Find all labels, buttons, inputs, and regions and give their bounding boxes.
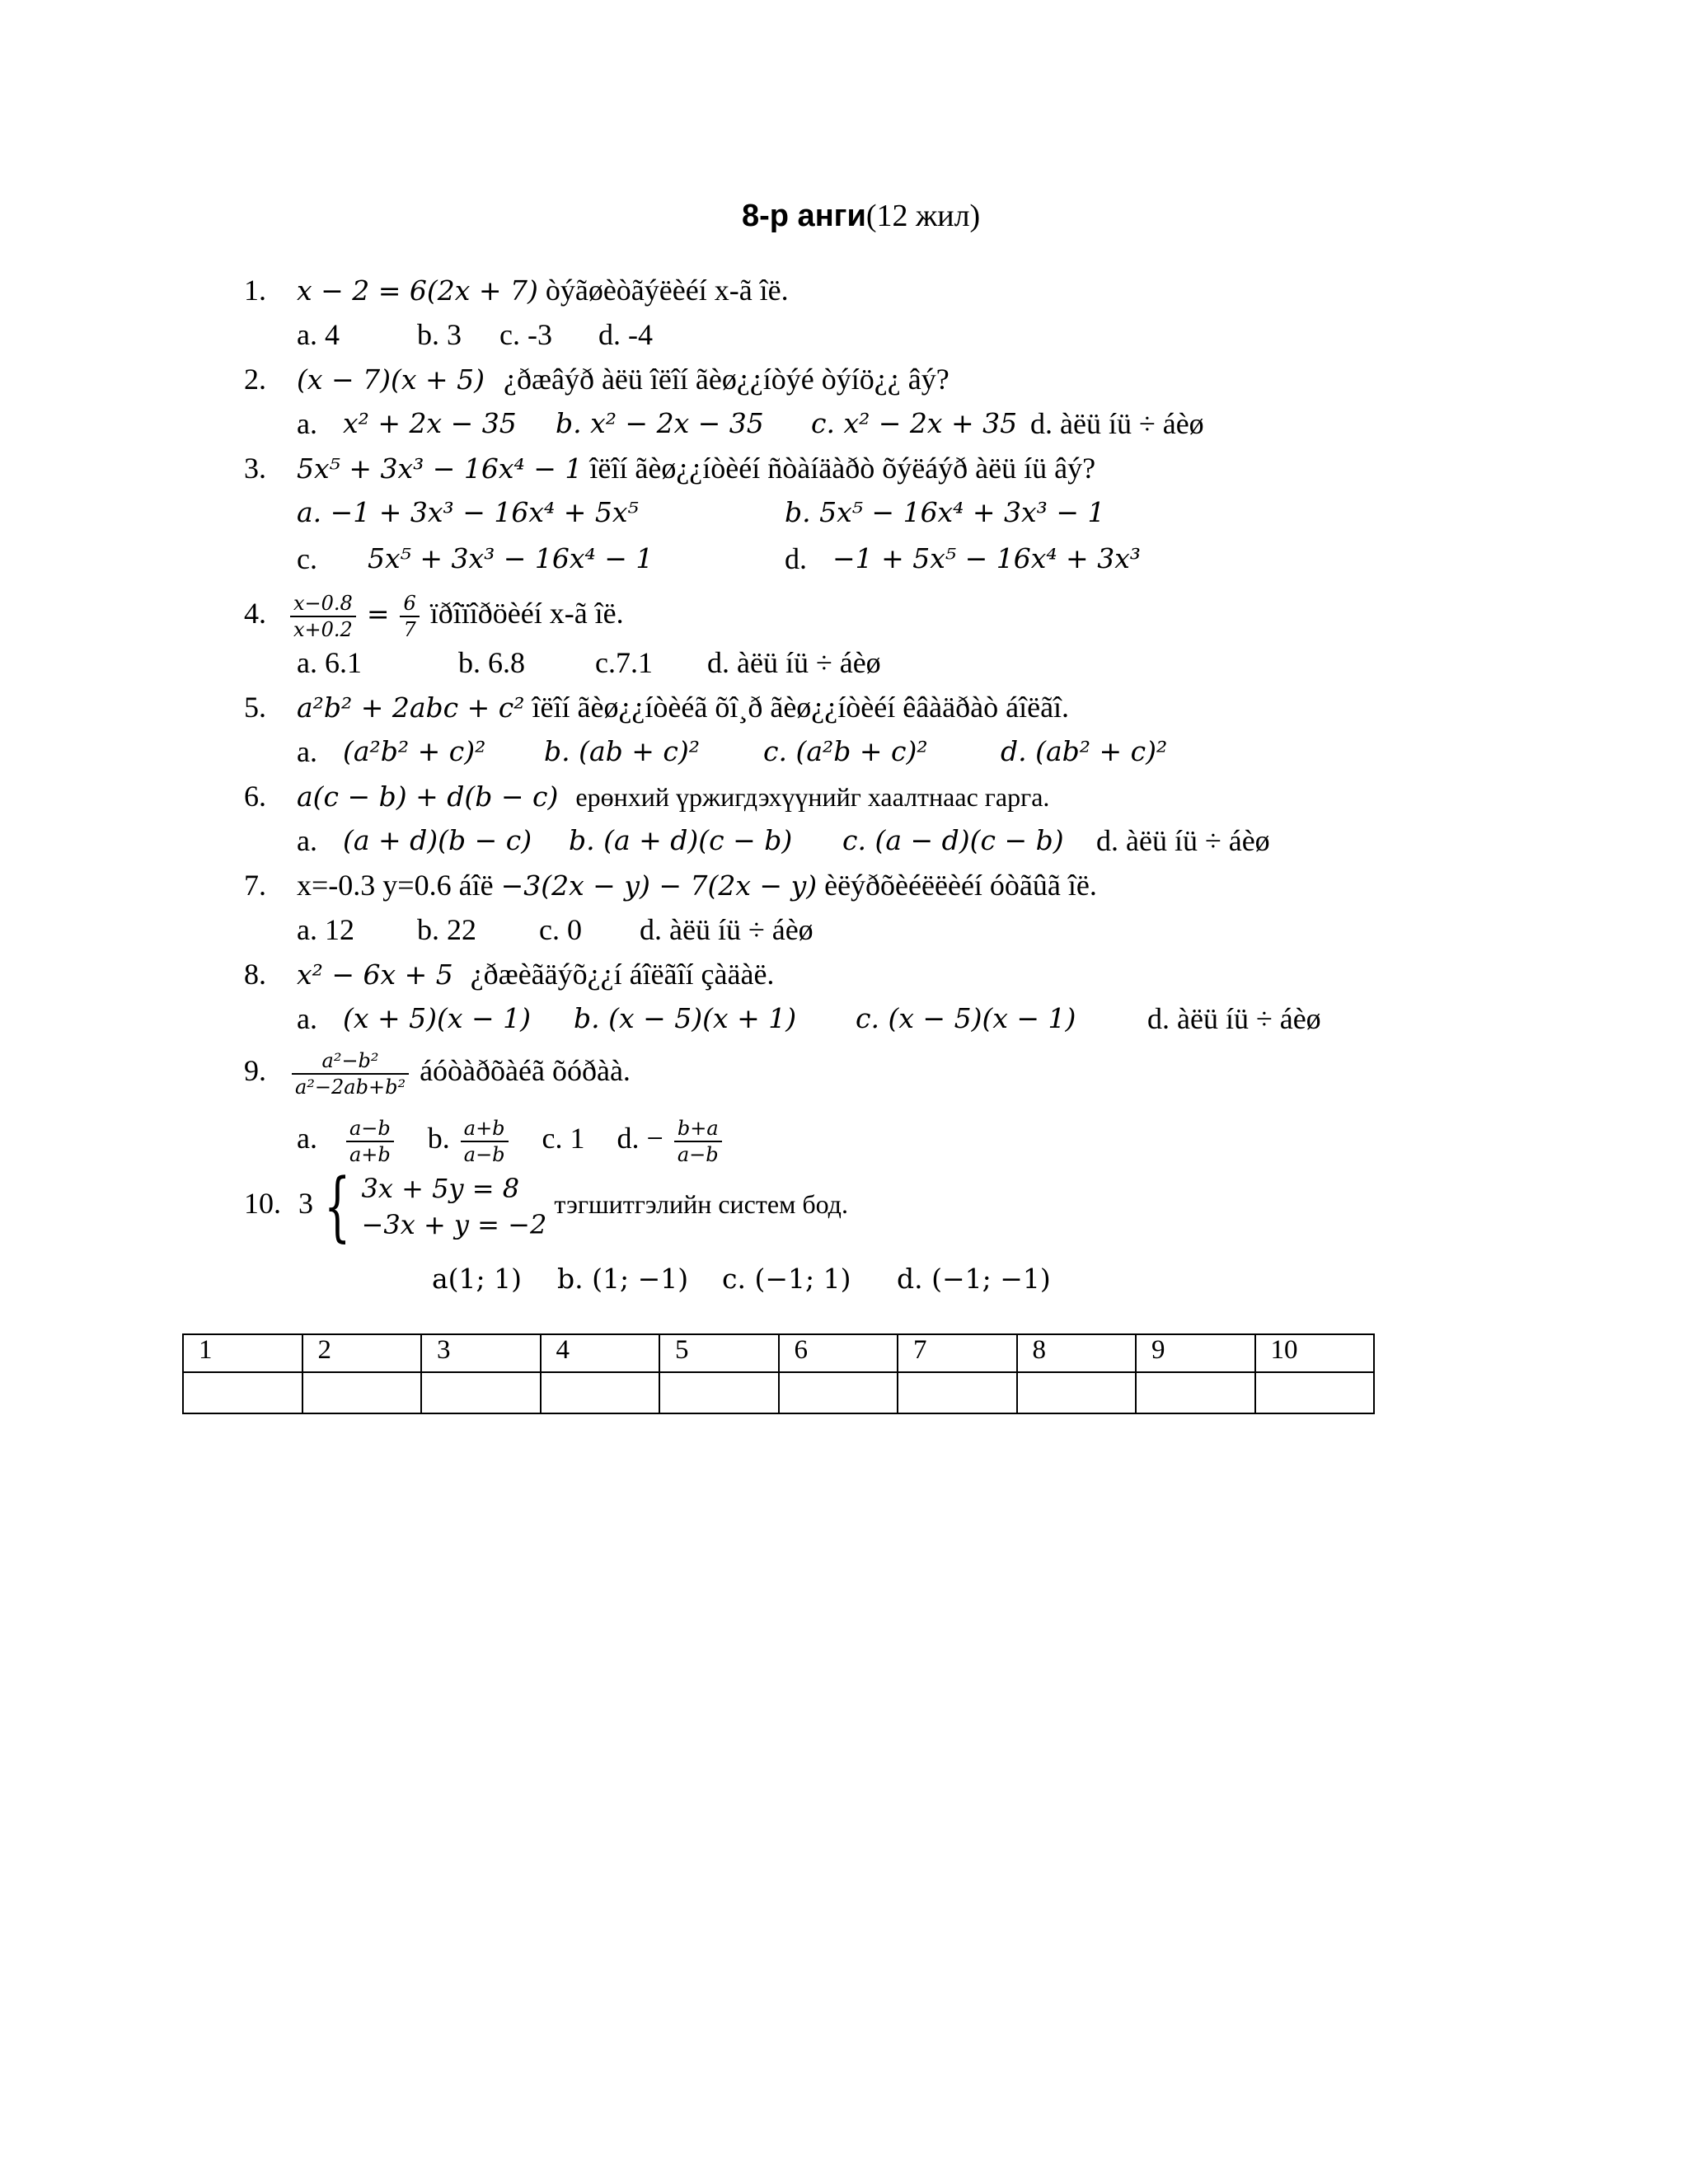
option-a-fraction: $\frac{a-b}{a+b}$: [346, 1116, 394, 1167]
question-number: 9.: [244, 1054, 266, 1087]
answer-header-cell: 8: [1017, 1334, 1137, 1372]
answer-table: [182, 1333, 1375, 1414]
answer-header-cell: 4: [541, 1334, 660, 1372]
question-text: îëîí ãèø¿¿íòèéã õî¸ð ãèø¿¿íòèéí êâàäðàò áîëãî.: [532, 691, 1070, 724]
question-8: [244, 956, 774, 993]
option-c: c.: [297, 542, 317, 575]
option-c: c.7.1: [595, 646, 653, 679]
question-text: ¿ðæèãäýõ¿¿í áîëãîí çàäàë.: [470, 958, 775, 991]
answer-cell-1[interactable]: [183, 1372, 302, 1413]
answer-cell-3[interactable]: [421, 1372, 541, 1413]
option-c: c. (−1; 1): [722, 1263, 851, 1295]
option-b: b.: [427, 1122, 450, 1155]
option-a: a. 4: [297, 318, 340, 351]
question-text: òýãøèòãýëèéí x-ã îë.: [545, 274, 789, 307]
option-a-value: (a + d)(b − c): [343, 824, 532, 856]
question-text: тэгшитгэлийн систем бод.: [554, 1189, 848, 1219]
answer-cell-5[interactable]: [659, 1372, 779, 1413]
question-6: [244, 778, 1049, 815]
option-b-fraction: $\frac{a+b}{a-b}$: [461, 1116, 509, 1167]
page-title: 8-р анги(12 жил): [742, 199, 981, 233]
option-c-value: 5x⁵ + 3x³ − 16x⁴ − 1: [368, 542, 654, 574]
equation-1: 3x + 5y = 8: [361, 1172, 520, 1204]
option-a: a.: [297, 824, 317, 857]
option-a-value: x² + 2x − 35: [343, 407, 517, 439]
answer-header-cell: 1: [183, 1334, 302, 1372]
question-text: ¿ðæâýð àëü îëîí ãèø¿¿íòýé òýíö¿¿ âý?: [503, 363, 950, 396]
option-c: c. 1: [542, 1122, 585, 1155]
title-suffix: (12 жил): [865, 199, 981, 233]
question-text: îëîí ãèø¿¿íòèéí ñòàíäàðò õýëáýð àëü íü âý?: [589, 452, 1096, 485]
question-expression: x² − 6x + 5: [297, 958, 453, 991]
answer-header-cell: 3: [421, 1334, 541, 1372]
question-text: ерөнхий үржигдэхүүнийг хаалтнаас гарга.: [575, 782, 1050, 812]
system-brace-icon: {: [324, 1161, 351, 1250]
question-text: áóòàðõàéã õóðàà.: [420, 1054, 631, 1087]
option-c: c. -3: [499, 318, 552, 351]
question-expression: (x − 7)(x + 5): [297, 363, 485, 396]
answer-header-cell: 5: [659, 1334, 779, 1372]
option-a: a. 6.1: [297, 646, 362, 679]
answer-table-header: [183, 1334, 1374, 1372]
question-number: 8.: [244, 958, 266, 991]
option-c: c. (a²b + c)²: [763, 735, 928, 767]
question-number: 3.: [244, 452, 266, 485]
answer-header-cell: 2: [302, 1334, 422, 1372]
option-b: b. (a + d)(c − b): [569, 824, 793, 856]
option-b: b. (1; −1): [557, 1263, 689, 1295]
option-d: d. −: [617, 1122, 663, 1155]
option-d-fraction: $\frac{b+a}{a-b}$: [674, 1116, 722, 1167]
option-a: a.: [297, 407, 317, 440]
question-number: 4.: [244, 597, 266, 630]
answer-cell-6[interactable]: [779, 1372, 898, 1413]
answer-cell-4[interactable]: [541, 1372, 660, 1413]
option-b: b. 5x⁵ − 16x⁴ + 3x³ − 1: [785, 496, 1105, 528]
option-a: a.: [297, 1002, 317, 1035]
option-b: b. 22: [417, 913, 476, 946]
answer-header-cell: 6: [779, 1334, 898, 1372]
option-d-value: −1 + 5x⁵ − 16x⁴ + 3x³: [832, 542, 1142, 574]
question-number: 1.: [244, 274, 266, 307]
answer-cell-8[interactable]: [1017, 1372, 1137, 1413]
fraction: $\frac{6}{7}$: [400, 591, 419, 642]
question-1: [244, 272, 789, 309]
option-d: d. (ab² + c)²: [1001, 735, 1168, 767]
question-2: [244, 361, 950, 398]
answer-table-row: [183, 1372, 1374, 1413]
question-3: [244, 450, 1095, 487]
question-expression: 5x⁵ + 3x³ − 16x⁴ − 1: [297, 452, 583, 485]
option-a: a.: [297, 735, 317, 768]
option-d: d.: [785, 542, 807, 575]
option-c: c. 0: [539, 913, 582, 946]
question-text: èëýðõèéëëèéí óòãûã îë.: [824, 869, 1097, 902]
question-number: 2.: [244, 363, 266, 396]
question-10: [244, 1161, 848, 1250]
option-a: a. −1 + 3x³ − 16x⁴ + 5x⁵: [297, 496, 639, 528]
option-d: d. àëü íü ÷ áèø: [1096, 824, 1270, 857]
equals-sign: =: [366, 598, 390, 630]
option-d: d. -4: [598, 318, 653, 351]
answer-cell-2[interactable]: [302, 1372, 422, 1413]
question-number: 10.: [244, 1187, 281, 1220]
option-b: b. (ab + c)²: [544, 735, 700, 767]
question-expression: a²b² + 2abc + c²: [297, 691, 525, 724]
option-b: b. (x − 5)(x + 1): [574, 1002, 797, 1034]
answer-header-cell: 7: [898, 1334, 1017, 1372]
answer-header-cell: 9: [1136, 1334, 1255, 1372]
option-c: c. (x − 5)(x − 1): [856, 1002, 1076, 1034]
option-b: b. 6.8: [458, 646, 525, 679]
question-7: [244, 867, 1097, 904]
option-b: b. 3: [417, 318, 462, 351]
question-5: [244, 689, 1069, 726]
fraction: $\frac{x-0.8}{x+0.2}$: [290, 591, 356, 642]
question-number: 6.: [244, 780, 266, 813]
option-d: d. àëü íü ÷ áèø: [707, 646, 881, 679]
answer-cell-7[interactable]: [898, 1372, 1017, 1413]
fraction: $\frac{\text{a²−b²}}{\text{a²−2ab+b²}}$: [292, 1048, 409, 1099]
question-number: 5.: [244, 691, 266, 724]
question-4: [244, 580, 624, 647]
question-prefix: 3: [298, 1187, 313, 1220]
question-prefix: x=-0.3 y=0.6 áîë: [297, 869, 494, 902]
option-a: a. 12: [297, 913, 354, 946]
option-a: a.: [297, 1122, 317, 1155]
equation-system: [362, 1170, 547, 1243]
question-text: ïðîïîðöèéí x-ã îë.: [429, 597, 624, 630]
option-c: c. (a − d)(c − b): [842, 824, 1064, 856]
question-expression: a(c − b) + d(b − c): [297, 780, 559, 813]
answer-header-cell: 10: [1255, 1334, 1375, 1372]
option-d: d. àëü íü ÷ áèø: [640, 913, 814, 946]
option-c: c. x² − 2x + 35: [811, 407, 1018, 439]
option-d: d. (−1; −1): [897, 1263, 1051, 1295]
answer-cell-9[interactable]: [1136, 1372, 1255, 1413]
equation-2: −3x + y = −2: [361, 1208, 547, 1240]
option-a: a(1; 1): [432, 1263, 523, 1295]
question-expression: −3(2x − y) − 7(2x − y): [500, 869, 818, 902]
option-b: b. x² − 2x − 35: [556, 407, 764, 439]
answer-cell-10[interactable]: [1255, 1372, 1375, 1413]
option-a-value: (x + 5)(x − 1): [343, 1002, 531, 1034]
option-d: d. àëü íü ÷ áèø: [1030, 407, 1204, 440]
option-a-value: (a²b² + c)²: [343, 735, 486, 767]
option-d: d. àëü íü ÷ áèø: [1147, 1002, 1321, 1035]
question-expression: x − 2 = 6(2x + 7): [297, 274, 538, 307]
question-number: 7.: [244, 869, 266, 902]
question-9: [244, 1033, 631, 1108]
